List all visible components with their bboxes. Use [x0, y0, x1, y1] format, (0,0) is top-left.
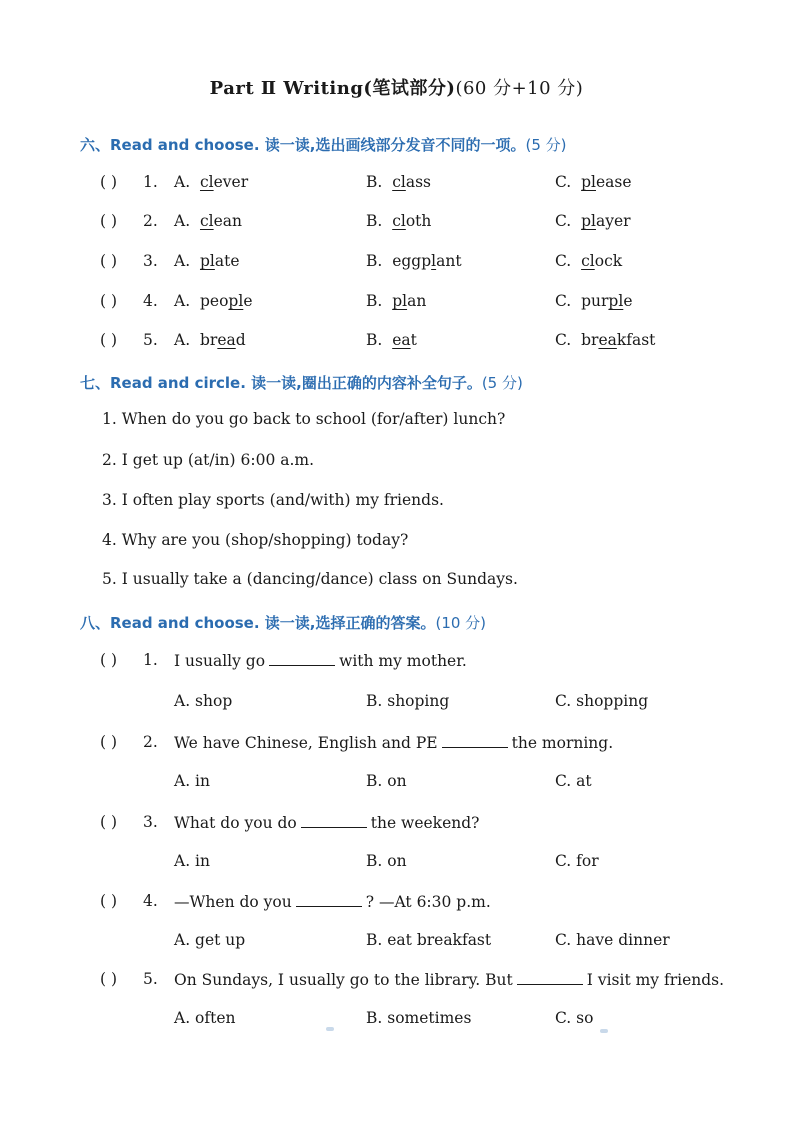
option-word-underlined: pl — [608, 292, 624, 310]
question-row — [0, 173, 793, 197]
section-six-heading-text: 六、Read and choose. 读一读,选出画线部分发音不同的一项。 — [80, 136, 526, 154]
option-word-post: ever — [213, 173, 249, 191]
stem-text-post: ? —At 6:30 p.m. — [365, 893, 491, 911]
option-c[interactable] — [555, 331, 655, 349]
option-word-post: ayer — [595, 212, 631, 230]
option-word-underlined: ea — [392, 331, 411, 349]
answer-blank[interactable]: ( ) — [100, 813, 118, 831]
option-word-underlined: cl — [392, 212, 406, 230]
option-a[interactable]: A. get up — [174, 931, 246, 949]
option-b[interactable]: B. shoping — [366, 692, 450, 710]
option-b[interactable]: B. sometimes — [366, 1009, 472, 1027]
option-label: B. — [366, 212, 383, 230]
answer-blank[interactable]: ( ) — [100, 252, 118, 270]
section-six-score: (5 分) — [525, 136, 567, 154]
option-word-underlined: pl — [228, 292, 244, 310]
question-row — [0, 813, 793, 837]
option-a[interactable]: A. often — [174, 1009, 236, 1027]
option-c[interactable] — [555, 173, 632, 191]
question-number: 4. — [143, 292, 158, 310]
option-label: C. — [555, 173, 572, 191]
page-title — [0, 74, 793, 100]
circle-sentence[interactable]: 4. Why are you (shop/shopping) today? — [102, 531, 409, 549]
answer-blank[interactable]: ( ) — [100, 970, 118, 988]
stem-text-post: I visit my friends. — [586, 971, 725, 989]
question-row — [0, 331, 793, 355]
question-number: 3. — [143, 252, 158, 270]
option-a[interactable] — [174, 212, 242, 230]
option-word-underlined: pl — [199, 252, 215, 270]
option-word-post: e — [243, 292, 253, 310]
option-a[interactable]: A. in — [174, 772, 210, 790]
stem-text-pre: —When do you — [174, 893, 292, 911]
option-word-post: e — [623, 292, 633, 310]
option-label: C. — [555, 292, 572, 310]
option-label: B. — [366, 252, 383, 270]
option-a[interactable]: A. in — [174, 852, 210, 870]
option-word-post: ean — [213, 212, 243, 230]
section-six-heading — [80, 134, 567, 155]
option-c[interactable]: C. shopping — [555, 692, 649, 710]
option-word-underlined: l — [431, 252, 437, 270]
question-row — [0, 651, 793, 675]
option-a[interactable] — [174, 252, 240, 270]
answer-blank[interactable]: ( ) — [100, 892, 118, 910]
question-row — [0, 970, 793, 994]
options-row — [0, 692, 793, 716]
section-eight-heading-text: 八、Read and choose. 读一读,选择正确的答案。 — [80, 614, 436, 632]
option-c[interactable]: C. at — [555, 772, 592, 790]
option-label: B. — [366, 173, 383, 191]
question-stem — [174, 892, 491, 911]
option-word-underlined: cl — [199, 212, 214, 230]
option-word-pre: br — [199, 331, 218, 349]
question-row — [0, 292, 793, 316]
fill-in-blank[interactable] — [296, 892, 362, 907]
option-c[interactable] — [555, 292, 633, 310]
question-row — [0, 212, 793, 236]
option-word-pre: br — [581, 331, 599, 349]
circle-sentence[interactable]: 2. I get up (at/in) 6:00 a.m. — [102, 451, 315, 469]
option-word-underlined: pl — [581, 173, 596, 191]
option-word-underlined: cl — [581, 252, 595, 270]
option-label: A. — [174, 331, 191, 349]
option-label: A. — [174, 292, 191, 310]
option-b[interactable] — [366, 292, 426, 310]
option-word-post: t — [410, 331, 417, 349]
option-word-underlined: pl — [581, 212, 596, 230]
option-word-pre: eggp — [392, 252, 432, 270]
option-a[interactable] — [174, 173, 248, 191]
option-word-underlined: ea — [217, 331, 236, 349]
option-word-post: oth — [405, 212, 432, 230]
question-stem — [174, 813, 479, 832]
options-row — [0, 1009, 793, 1033]
stem-text-pre: On Sundays, I usually go to the library. But — [174, 971, 513, 989]
answer-blank[interactable]: ( ) — [100, 212, 118, 230]
question-number: 1. — [143, 651, 158, 669]
answer-blank[interactable]: ( ) — [100, 733, 118, 751]
option-a[interactable] — [174, 331, 246, 349]
stem-text-post: the weekend? — [370, 814, 480, 832]
option-label: C. — [555, 212, 572, 230]
question-stem — [174, 970, 724, 989]
section-eight-score: (10 分) — [435, 614, 487, 632]
circle-sentence[interactable]: 3. I often play sports (and/with) my friends. — [102, 491, 444, 509]
fill-in-blank[interactable] — [517, 970, 583, 985]
answer-blank[interactable]: ( ) — [100, 331, 118, 349]
option-word-post: ass — [405, 173, 431, 191]
question-stem — [174, 651, 467, 670]
question-row — [0, 252, 793, 276]
option-word-pre: pur — [581, 292, 609, 310]
stem-text-pre: We have Chinese, English and PE — [174, 734, 438, 752]
section-eight-heading — [80, 612, 486, 633]
option-b[interactable]: B. on — [366, 772, 407, 790]
option-word-post: ant — [436, 252, 462, 270]
options-row — [0, 852, 793, 876]
option-label: A. — [174, 173, 191, 191]
section-seven-heading-text: 七、Read and circle. 读一读,圈出正确的内容补全句子。 — [80, 374, 482, 392]
answer-blank[interactable]: ( ) — [100, 651, 118, 669]
option-label: C. — [555, 331, 572, 349]
option-c[interactable] — [555, 212, 631, 230]
stem-text-post: with my mother. — [339, 652, 467, 670]
option-b[interactable] — [366, 173, 431, 191]
answer-blank[interactable]: ( ) — [100, 173, 118, 191]
option-a[interactable] — [174, 292, 253, 310]
option-label: C. — [555, 252, 572, 270]
question-number: 2. — [143, 733, 158, 751]
option-b[interactable] — [366, 331, 417, 349]
option-word-post: ease — [595, 173, 632, 191]
option-c[interactable]: C. for — [555, 852, 599, 870]
fill-in-blank[interactable] — [301, 813, 367, 828]
options-row — [0, 931, 793, 955]
question-row — [0, 733, 793, 757]
option-c[interactable]: C. have dinner — [555, 931, 670, 949]
option-word-post: kfast — [616, 331, 656, 349]
option-word-underlined: cl — [199, 173, 214, 191]
question-number: 1. — [143, 173, 158, 191]
option-label: A. — [174, 252, 191, 270]
section-seven-score: (5 分) — [481, 374, 523, 392]
option-b[interactable]: B. eat breakfast — [366, 931, 492, 949]
option-c[interactable]: C. so — [555, 1009, 594, 1027]
option-word-post: d — [235, 331, 246, 349]
fill-in-blank[interactable] — [269, 651, 335, 666]
title-main: Part Ⅱ Writing(笔试部分) — [209, 78, 456, 99]
option-word-post: ock — [594, 252, 623, 270]
option-word-post: an — [407, 292, 427, 310]
question-stem — [174, 733, 613, 752]
option-c[interactable] — [555, 252, 622, 270]
option-label: B. — [366, 331, 383, 349]
option-word-underlined: cl — [392, 173, 406, 191]
option-b[interactable] — [366, 252, 462, 270]
question-number: 5. — [143, 970, 158, 988]
title-score: (60 分+10 分) — [455, 78, 584, 99]
option-a[interactable]: A. shop — [174, 692, 233, 710]
option-word-pre: peo — [199, 292, 229, 310]
question-number: 5. — [143, 331, 158, 349]
stem-text-post: the morning. — [511, 734, 614, 752]
option-b[interactable]: B. on — [366, 852, 407, 870]
circle-sentence[interactable]: 1. When do you go back to school (for/after) lunch? — [102, 410, 506, 428]
option-word-post: ate — [214, 252, 240, 270]
stem-text-pre: I usually go — [174, 652, 266, 670]
question-row — [0, 892, 793, 916]
question-number: 3. — [143, 813, 158, 831]
option-word-underlined: ea — [598, 331, 617, 349]
section-seven-heading — [80, 372, 523, 393]
option-b[interactable] — [366, 212, 431, 230]
option-word-underlined: pl — [392, 292, 408, 310]
scan-mark-right — [600, 1029, 608, 1033]
question-number: 4. — [143, 892, 158, 910]
question-number: 2. — [143, 212, 158, 230]
scan-mark-left — [326, 1027, 334, 1031]
circle-sentence[interactable]: 5. I usually take a (dancing/dance) class on Sundays. — [102, 570, 518, 588]
options-row — [0, 772, 793, 796]
option-label: A. — [174, 212, 191, 230]
fill-in-blank[interactable] — [442, 733, 508, 748]
answer-blank[interactable]: ( ) — [100, 292, 118, 310]
option-label: B. — [366, 292, 383, 310]
stem-text-pre: What do you do — [174, 814, 297, 832]
